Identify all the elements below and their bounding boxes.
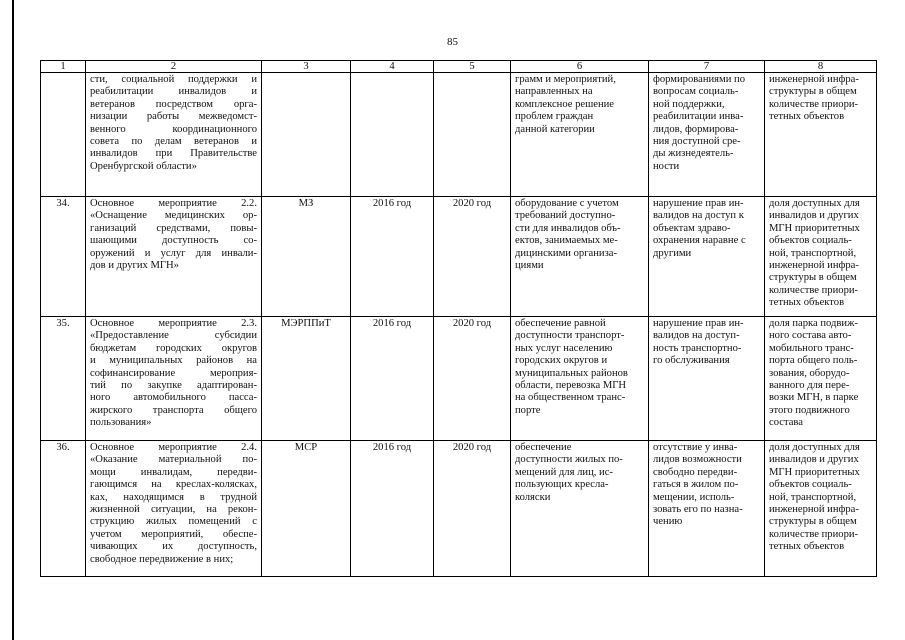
event-cell-line: «Предоставление субсидии — [90, 330, 257, 342]
col-number: 1 — [41, 61, 86, 73]
consequence-cell-line: отсутствие у инва- — [653, 442, 738, 453]
event-cell — [86, 441, 262, 577]
event-cell-line: жирского транспорта общего — [90, 404, 257, 416]
consequence-cell-line: ности — [653, 160, 680, 172]
indicator-cell-line: порта общего поль- — [769, 355, 858, 367]
indicator-cell-line: объектов социаль- — [769, 235, 852, 247]
event-cell — [86, 73, 262, 197]
indicator-cell-line: доля доступных для — [769, 442, 860, 453]
event-cell-line: сти, социальной поддержки и — [90, 74, 257, 85]
indicator-cell-line: количестве приори- — [769, 528, 859, 540]
event-cell-line: «Оснащение медицинских ор- — [90, 210, 257, 222]
event-cell-line: Основное мероприятие 2.4. — [90, 442, 257, 453]
event-cell-line: Основное мероприятие 2.3. — [90, 318, 257, 329]
event-cell-line: гающимся на креслах-колясках, — [90, 479, 257, 491]
consequence-cell — [649, 441, 765, 577]
executor-cell: МЗ — [262, 197, 351, 317]
result-cell-line: оборудование с учетом — [515, 198, 619, 209]
result-cell-line: данной категории — [515, 123, 595, 135]
col-number: 7 — [649, 61, 765, 73]
result-cell-line: ных услуг населению — [515, 342, 613, 354]
event-cell-line: пользования» — [90, 417, 152, 429]
consequence-cell-line: охранения наравне с — [653, 235, 746, 247]
event-cell-line: и муниципальных районов на — [90, 355, 257, 367]
consequence-cell-line: ной поддержки, — [653, 98, 725, 110]
page-number: 85 — [447, 36, 458, 48]
event-cell-line: дов и других МГН» — [90, 260, 179, 272]
table-row — [41, 441, 877, 577]
indicator-cell-line: ванного для пере- — [769, 380, 850, 392]
result-cell-line: порте — [515, 404, 541, 416]
result-cell-line: требований доступно- — [515, 210, 616, 222]
indicator-cell-line: инженерной инфра- — [769, 260, 859, 272]
start-year-cell: 2016 год — [351, 197, 434, 317]
column-numbers-row — [41, 61, 877, 73]
result-cell-line: сти для инвалидов объ- — [515, 222, 621, 234]
consequence-cell-line: ния доступной сре- — [653, 136, 741, 148]
table-row — [41, 73, 877, 197]
col-number: 3 — [262, 61, 351, 73]
event-cell-line: струкцию жилых помещений с — [90, 516, 257, 528]
event-cell-line: Оренбургской области» — [90, 160, 197, 172]
indicator-cell — [765, 73, 877, 197]
result-cell — [511, 73, 649, 197]
col-number: 2 — [86, 61, 262, 73]
consequence-cell-line: чению — [653, 516, 683, 528]
indicator-cell-line: ного состава авто- — [769, 330, 852, 342]
indicator-cell-line: инвалидов и других — [769, 454, 859, 466]
event-cell-line: ветеранов посредством орга- — [90, 98, 257, 110]
result-cell-line: доступности жилых по- — [515, 454, 623, 466]
table-row — [41, 197, 877, 317]
consequence-cell-line: зовать его по назна- — [653, 504, 743, 516]
result-cell-line: муниципальных районов — [515, 367, 628, 379]
event-cell-line: мощи инвалидам, передви- — [90, 466, 257, 478]
consequence-cell-line: объектам здраво- — [653, 222, 731, 234]
consequence-cell-line: валидов на доступ- — [653, 330, 740, 342]
event-cell-line: шающими доступность со- — [90, 235, 257, 247]
result-cell-line: грамм и мероприятий, — [515, 74, 616, 85]
indicator-cell-line: мобильного транс- — [769, 342, 854, 354]
indicator-cell-line: этого подвижного — [769, 404, 850, 416]
event-cell-line: «Оказание материальной по- — [90, 454, 257, 466]
consequence-cell-line: формированиями по — [653, 74, 746, 85]
end-year-cell: 2020 год — [434, 317, 511, 441]
page-left-rule — [12, 0, 14, 640]
col-number: 6 — [511, 61, 649, 73]
event-cell-line: бюджетам городских округов — [90, 342, 257, 354]
consequence-cell-line: мещении, исполь- — [653, 491, 735, 503]
end-year-cell: 2020 год — [434, 197, 511, 317]
table-row — [41, 317, 877, 441]
executor-cell — [262, 73, 351, 197]
result-cell-line: циями — [515, 260, 544, 272]
row-number: 35. — [41, 317, 86, 441]
indicator-cell-line: структуры в общем — [769, 272, 857, 284]
indicator-cell-line: доля парка подвиж- — [769, 318, 858, 329]
start-year-cell: 2016 год — [351, 317, 434, 441]
event-cell-line: учетом мероприятий, обеспе- — [90, 528, 257, 540]
result-cell-line: на общественном транс- — [515, 392, 626, 404]
indicator-cell — [765, 441, 877, 577]
event-cell-line: чивающих их доступность, — [90, 541, 257, 553]
result-cell-line: коляски — [515, 491, 551, 503]
indicator-cell-line: количестве приори- — [769, 284, 859, 296]
col-number: 8 — [765, 61, 877, 73]
event-cell-line: тий по закупке адаптирован- — [90, 380, 257, 392]
consequence-cell-line: свободно передви- — [653, 466, 738, 478]
indicator-cell-line: инженерной инфра- — [769, 504, 859, 516]
indicator-cell-line: количестве приори- — [769, 98, 859, 110]
event-cell — [86, 197, 262, 317]
event-cell-line: ганизаций средствами, повы- — [90, 222, 257, 234]
program-table — [40, 60, 877, 577]
result-cell-line: проблем граждан — [515, 111, 594, 123]
indicator-cell — [765, 197, 877, 317]
event-cell-line: венного координационного — [90, 123, 257, 135]
col-number: 5 — [434, 61, 511, 73]
end-year-cell — [434, 73, 511, 197]
consequence-cell-line: другими — [653, 247, 692, 259]
event-cell-line: свободное передвижение в них; — [90, 553, 234, 565]
indicator-cell-line: объектов социаль- — [769, 479, 852, 491]
indicator-cell-line: ной, транспортной, — [769, 491, 857, 503]
consequence-cell-line: лидов возможности — [653, 454, 742, 466]
consequence-cell-line: ды жизнедеятель- — [653, 148, 734, 160]
result-cell-line: обеспечение — [515, 442, 572, 453]
indicator-cell-line: структуры в общем — [769, 516, 857, 528]
result-cell-line: обеспечение равной — [515, 318, 606, 329]
indicator-cell-line: МГН приоритетных — [769, 222, 860, 234]
row-number — [41, 73, 86, 197]
event-cell-line: совета по делам ветеранов и — [90, 136, 257, 148]
start-year-cell — [351, 73, 434, 197]
indicator-cell-line: ной, транспортной, — [769, 247, 857, 259]
consequence-cell-line: валидов на доступ к — [653, 210, 744, 222]
consequence-cell-line: лидов, формирова- — [653, 123, 739, 135]
event-cell-line: Основное мероприятие 2.2. — [90, 198, 257, 209]
indicator-cell-line: доля доступных для — [769, 198, 860, 209]
result-cell-line: направленных на — [515, 86, 593, 98]
consequence-cell-line: реабилитации инва- — [653, 111, 744, 123]
result-cell-line: дицинскими организа- — [515, 247, 618, 259]
result-cell-line: ектов, занимаемых ме- — [515, 235, 618, 247]
event-cell-line: софинансирование мероприя- — [90, 367, 257, 379]
result-cell — [511, 197, 649, 317]
indicator-cell — [765, 317, 877, 441]
start-year-cell: 2016 год — [351, 441, 434, 577]
consequence-cell-line: ность транспортно- — [653, 342, 742, 354]
consequence-cell-line: нарушение прав ин- — [653, 318, 744, 329]
consequence-cell-line: го обслуживания — [653, 355, 730, 367]
consequence-cell — [649, 317, 765, 441]
consequence-cell-line: вопросам социаль- — [653, 86, 739, 98]
consequence-cell — [649, 73, 765, 197]
indicator-cell-line: состава — [769, 417, 803, 429]
consequence-cell — [649, 197, 765, 317]
event-cell-line: реабилитации инвалидов и — [90, 86, 257, 98]
end-year-cell: 2020 год — [434, 441, 511, 577]
indicator-cell-line: МГН приоритетных — [769, 466, 860, 478]
indicator-cell-line: зования, оборудо- — [769, 367, 850, 379]
col-number: 4 — [351, 61, 434, 73]
indicator-cell-line: инвалидов и других — [769, 210, 859, 222]
consequence-cell-line: нарушение прав ин- — [653, 198, 744, 209]
indicator-cell-line: тетных объектов — [769, 541, 845, 553]
indicator-cell-line: возки МГН, в парке — [769, 392, 859, 404]
executor-cell: МСР — [262, 441, 351, 577]
row-number: 34. — [41, 197, 86, 317]
event-cell-line: инвалидов при Правительстве — [90, 148, 257, 160]
result-cell-line: мещений для лиц, ис- — [515, 466, 613, 478]
event-cell-line: низации работы межведомст- — [90, 111, 257, 123]
event-cell-line: оружений и услуг для инвали- — [90, 247, 257, 259]
result-cell-line: комплексное решение — [515, 98, 614, 110]
result-cell-line: пользующих кресла- — [515, 479, 609, 491]
indicator-cell-line: структуры в общем — [769, 86, 857, 98]
indicator-cell-line: тетных объектов — [769, 111, 845, 123]
consequence-cell-line: гаться в жилом по- — [653, 479, 739, 491]
event-cell — [86, 317, 262, 441]
result-cell-line: доступности транспорт- — [515, 330, 625, 342]
executor-cell: МЭРППиТ — [262, 317, 351, 441]
result-cell — [511, 441, 649, 577]
result-cell — [511, 317, 649, 441]
indicator-cell-line: инженерной инфра- — [769, 74, 859, 85]
event-cell-line: ного автомобильного пасса- — [90, 392, 257, 404]
event-cell-line: ках, находящимся в трудной — [90, 491, 257, 503]
indicator-cell-line: тетных объектов — [769, 297, 845, 309]
event-cell-line: жизненной ситуации, на рекон- — [90, 504, 257, 516]
result-cell-line: городских округов и — [515, 355, 608, 367]
result-cell-line: области, перевозка МГН — [515, 380, 627, 392]
row-number: 36. — [41, 441, 86, 577]
